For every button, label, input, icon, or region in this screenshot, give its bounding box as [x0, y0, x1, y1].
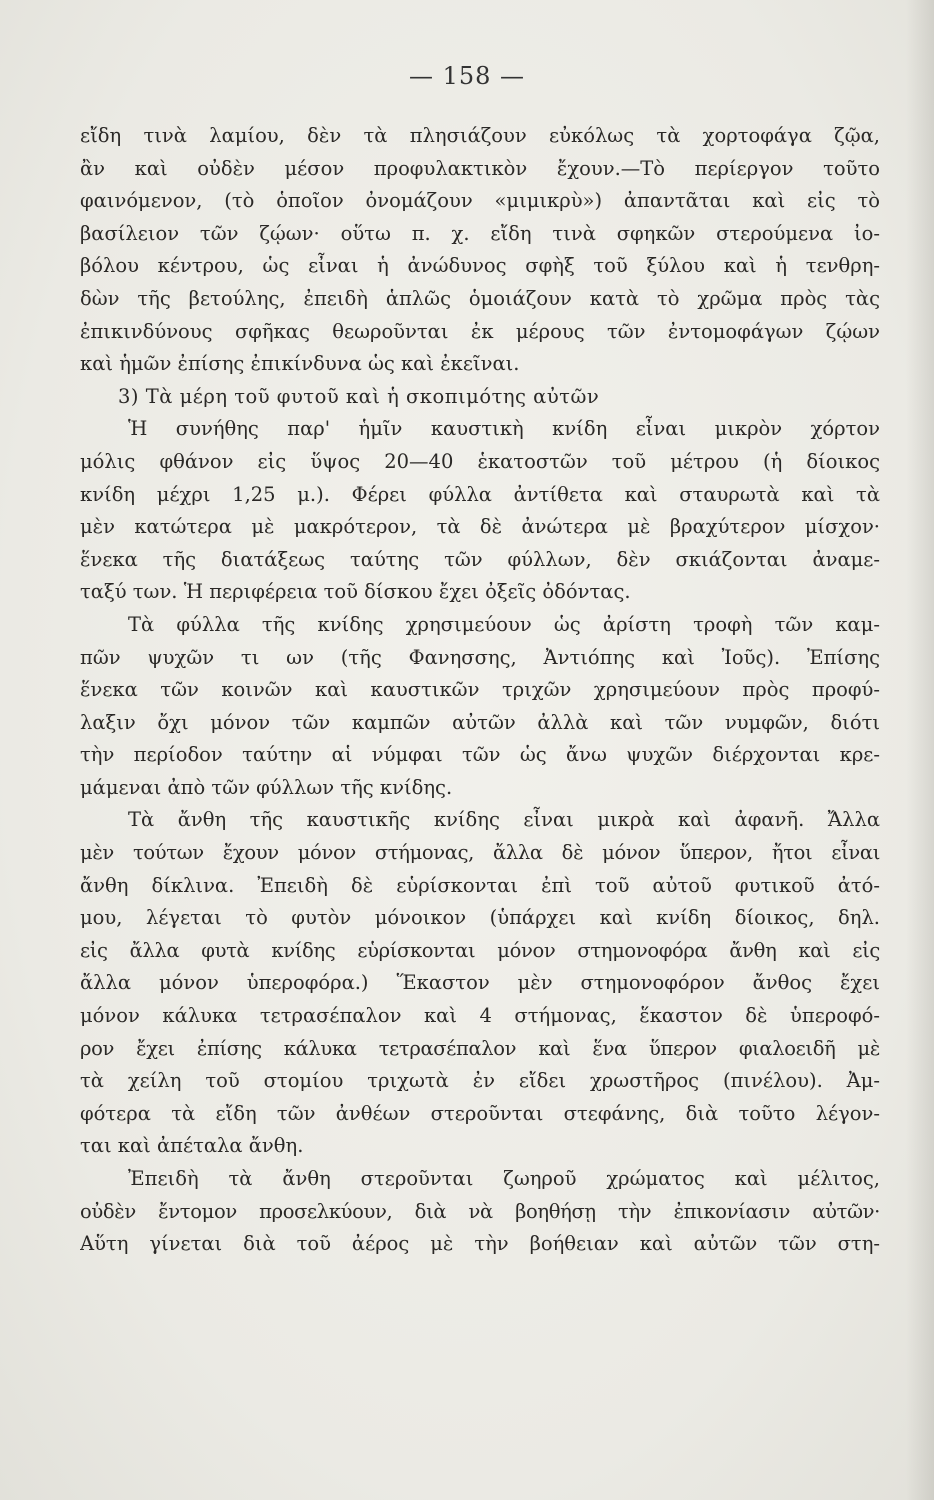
text-line: τὰ χείλη τοῦ στομίου τριχωτὰ ἐν εἴδει χρωστῆρος (πινέλου). Ἀμ- — [80, 1069, 880, 1093]
text-line: Τὰ φύλλα τῆς κνίδης χρησιμεύουν ὡς ἀρίστη τροφὴ τῶν καμ- — [128, 612, 880, 636]
text-line: Ἡ συνήθης παρ' ἡμῖν καυστικὴ κνίδη εἶναι μικρὸν χόρτον — [128, 417, 880, 441]
text-line: μὲν κατώτερα μὲ μακρότερον, τὰ δὲ ἀνώτερα μὲ βραχύτερον μίσχον· — [80, 515, 880, 539]
text-line: ἂν καὶ οὐδὲν μέσον προφυλακτικὸν ἔχουν.—Τὸ περίεργον τοῦτο — [80, 156, 880, 180]
text-line: καὶ ἡμῶν ἐπίσης ἐπικίνδυνα ὡς καὶ ἐκεῖναι. — [80, 352, 520, 376]
text-line: ἄλλα μόνον ὑπεροφόρα.) Ἕκαστον μὲν στημονοφόρον ἄνθος ἔχει — [80, 971, 880, 995]
text-line: Τὰ ἄνθη τῆς καυστικῆς κνίδης εἶναι μικρὰ καὶ ἀφανῆ. Ἄλλα — [128, 808, 880, 832]
text-line: τὴν περίοδον ταύτην αἱ νύμφαι τῶν ὡς ἄνω ψυχῶν διέρχονται κρε- — [80, 743, 880, 767]
text-line: φαινόμενον, (τὸ ὁποῖον ὀνομάζουν «μιμικρὺ») ἀπαντᾶται καὶ εἰς τὸ — [80, 189, 880, 213]
page-gutter-shadow — [906, 0, 934, 1500]
text-line: Ἐπειδὴ τὰ ἄνθη στεροῦνται ζωηροῦ χρώματος καὶ μέλιτος, — [128, 1167, 880, 1190]
text-line: οὐδὲν ἔντομον προσελκύουν, διὰ νὰ βοηθήσῃ τὴν ἐπικονίασιν αὐτῶν· — [80, 1199, 880, 1223]
text-line: μὲν τούτων ἔχουν μόνον στήμονας, ἄλλα δὲ μόνον ὕπερον, ἤτοι εἶναι — [80, 841, 880, 865]
text-line: ἄνθη δίκλινα. Ἐπειδὴ δὲ εὑρίσκονται ἐπὶ τοῦ αὐτοῦ φυτικοῦ ἀτό- — [80, 873, 880, 897]
text-line: ἐπικινδύνους σφῆκας θεωροῦνται ἐκ μέρους τῶν ἐντομοφάγων ζῴων — [80, 319, 880, 343]
text-line: λαξιν ὄχι μόνον τῶν καμπῶν αὐτῶν ἀλλὰ καὶ τῶν νυμφῶν, διότι — [80, 710, 880, 734]
section-heading: 3) Τὰ μέρη τοῦ φυτοῦ καὶ ἡ σκοπιμότης αὐτῶν — [118, 384, 600, 408]
text-line: Αὕτη γίνεται διὰ τοῦ ἀέρος μὲ τὴν βοήθειαν καὶ αὐτῶν τῶν στη- — [80, 1232, 880, 1256]
text-line: φότερα τὰ εἴδη τῶν ἀνθέων στεροῦνται στεφάνης, διὰ τοῦτο λέγον- — [80, 1101, 880, 1125]
text-line: δὼν τῆς βετούλης, ἐπειδὴ ἁπλῶς ὁμοιάζουν κατὰ τὸ χρῶμα πρὸς τὰς — [80, 286, 880, 310]
text-line: ἕνεκα τῶν κοινῶν καὶ καυστικῶν τριχῶν χρησιμεύουν πρὸς προφύ- — [80, 678, 880, 702]
text-line: ται καὶ ἀπέταλα ἄνθη. — [80, 1134, 304, 1158]
text-line: μόνον κάλυκα τετρασέπαλον καὶ 4 στήμονας, ἕκαστον δὲ ὑπεροφό- — [80, 1004, 880, 1028]
text-line: ἕνεκα τῆς διατάξεως ταύτης τῶν φύλλων, δὲν σκιάζονται ἀναμε- — [80, 547, 880, 571]
text-line: βόλου κέντρου, ὡς εἶναι ἡ ἀνώδυνος σφὴξ τοῦ ξύλου καὶ ἡ τενθρη- — [80, 254, 880, 278]
text-line: εἰς ἄλλα φυτὰ κνίδης εὑρίσκονται μόνον στημονοφόρα ἄνθη καὶ εἰς — [80, 938, 880, 962]
text-line: βασίλειον τῶν ζῴων· οὕτω π. χ. εἴδη τινὰ σφηκῶν στερούμενα ἰο- — [80, 221, 880, 245]
page-number: — 158 — — [408, 62, 526, 90]
text-line: μου, λέγεται τὸ φυτὸν μόνοικον (ὑπάρχει καὶ κνίδη δίοικος, δηλ. — [80, 906, 880, 930]
text-line: ταξύ των. Ἡ περιφέρεια τοῦ δίσκου ἔχει ὀξεῖς ὀδόντας. — [80, 580, 631, 604]
text-line: κνίδη μέχρι 1,25 μ.). Φέρει φύλλα ἀντίθετα καὶ σταυρωτὰ καὶ τὰ — [80, 482, 880, 506]
text-line: πῶν ψυχῶν τι ων (τῆς Φανησσης, Ἀντιόπης καὶ Ἰοῦς). Ἐπίσης — [80, 645, 880, 669]
page-body-text — [80, 120, 880, 1261]
text-line: ρον ἔχει ἐπίσης κάλυκα τετρασέπαλον καὶ ἕνα ὕπερον φιαλοειδῆ μὲ — [80, 1036, 880, 1060]
text-line: εἴδη τινὰ λαμίου, δὲν τὰ πλησιάζουν εὐκόλως τὰ χορτοφάγα ζῷα, — [80, 124, 880, 147]
text-line: μόλις φθάνον εἰς ὕψος 20—40 ἑκατοστῶν τοῦ μέτρου (ἡ δίοικος — [80, 449, 880, 473]
text-line: μάμεναι ἀπὸ τῶν φύλλων τῆς κνίδης. — [80, 775, 453, 799]
